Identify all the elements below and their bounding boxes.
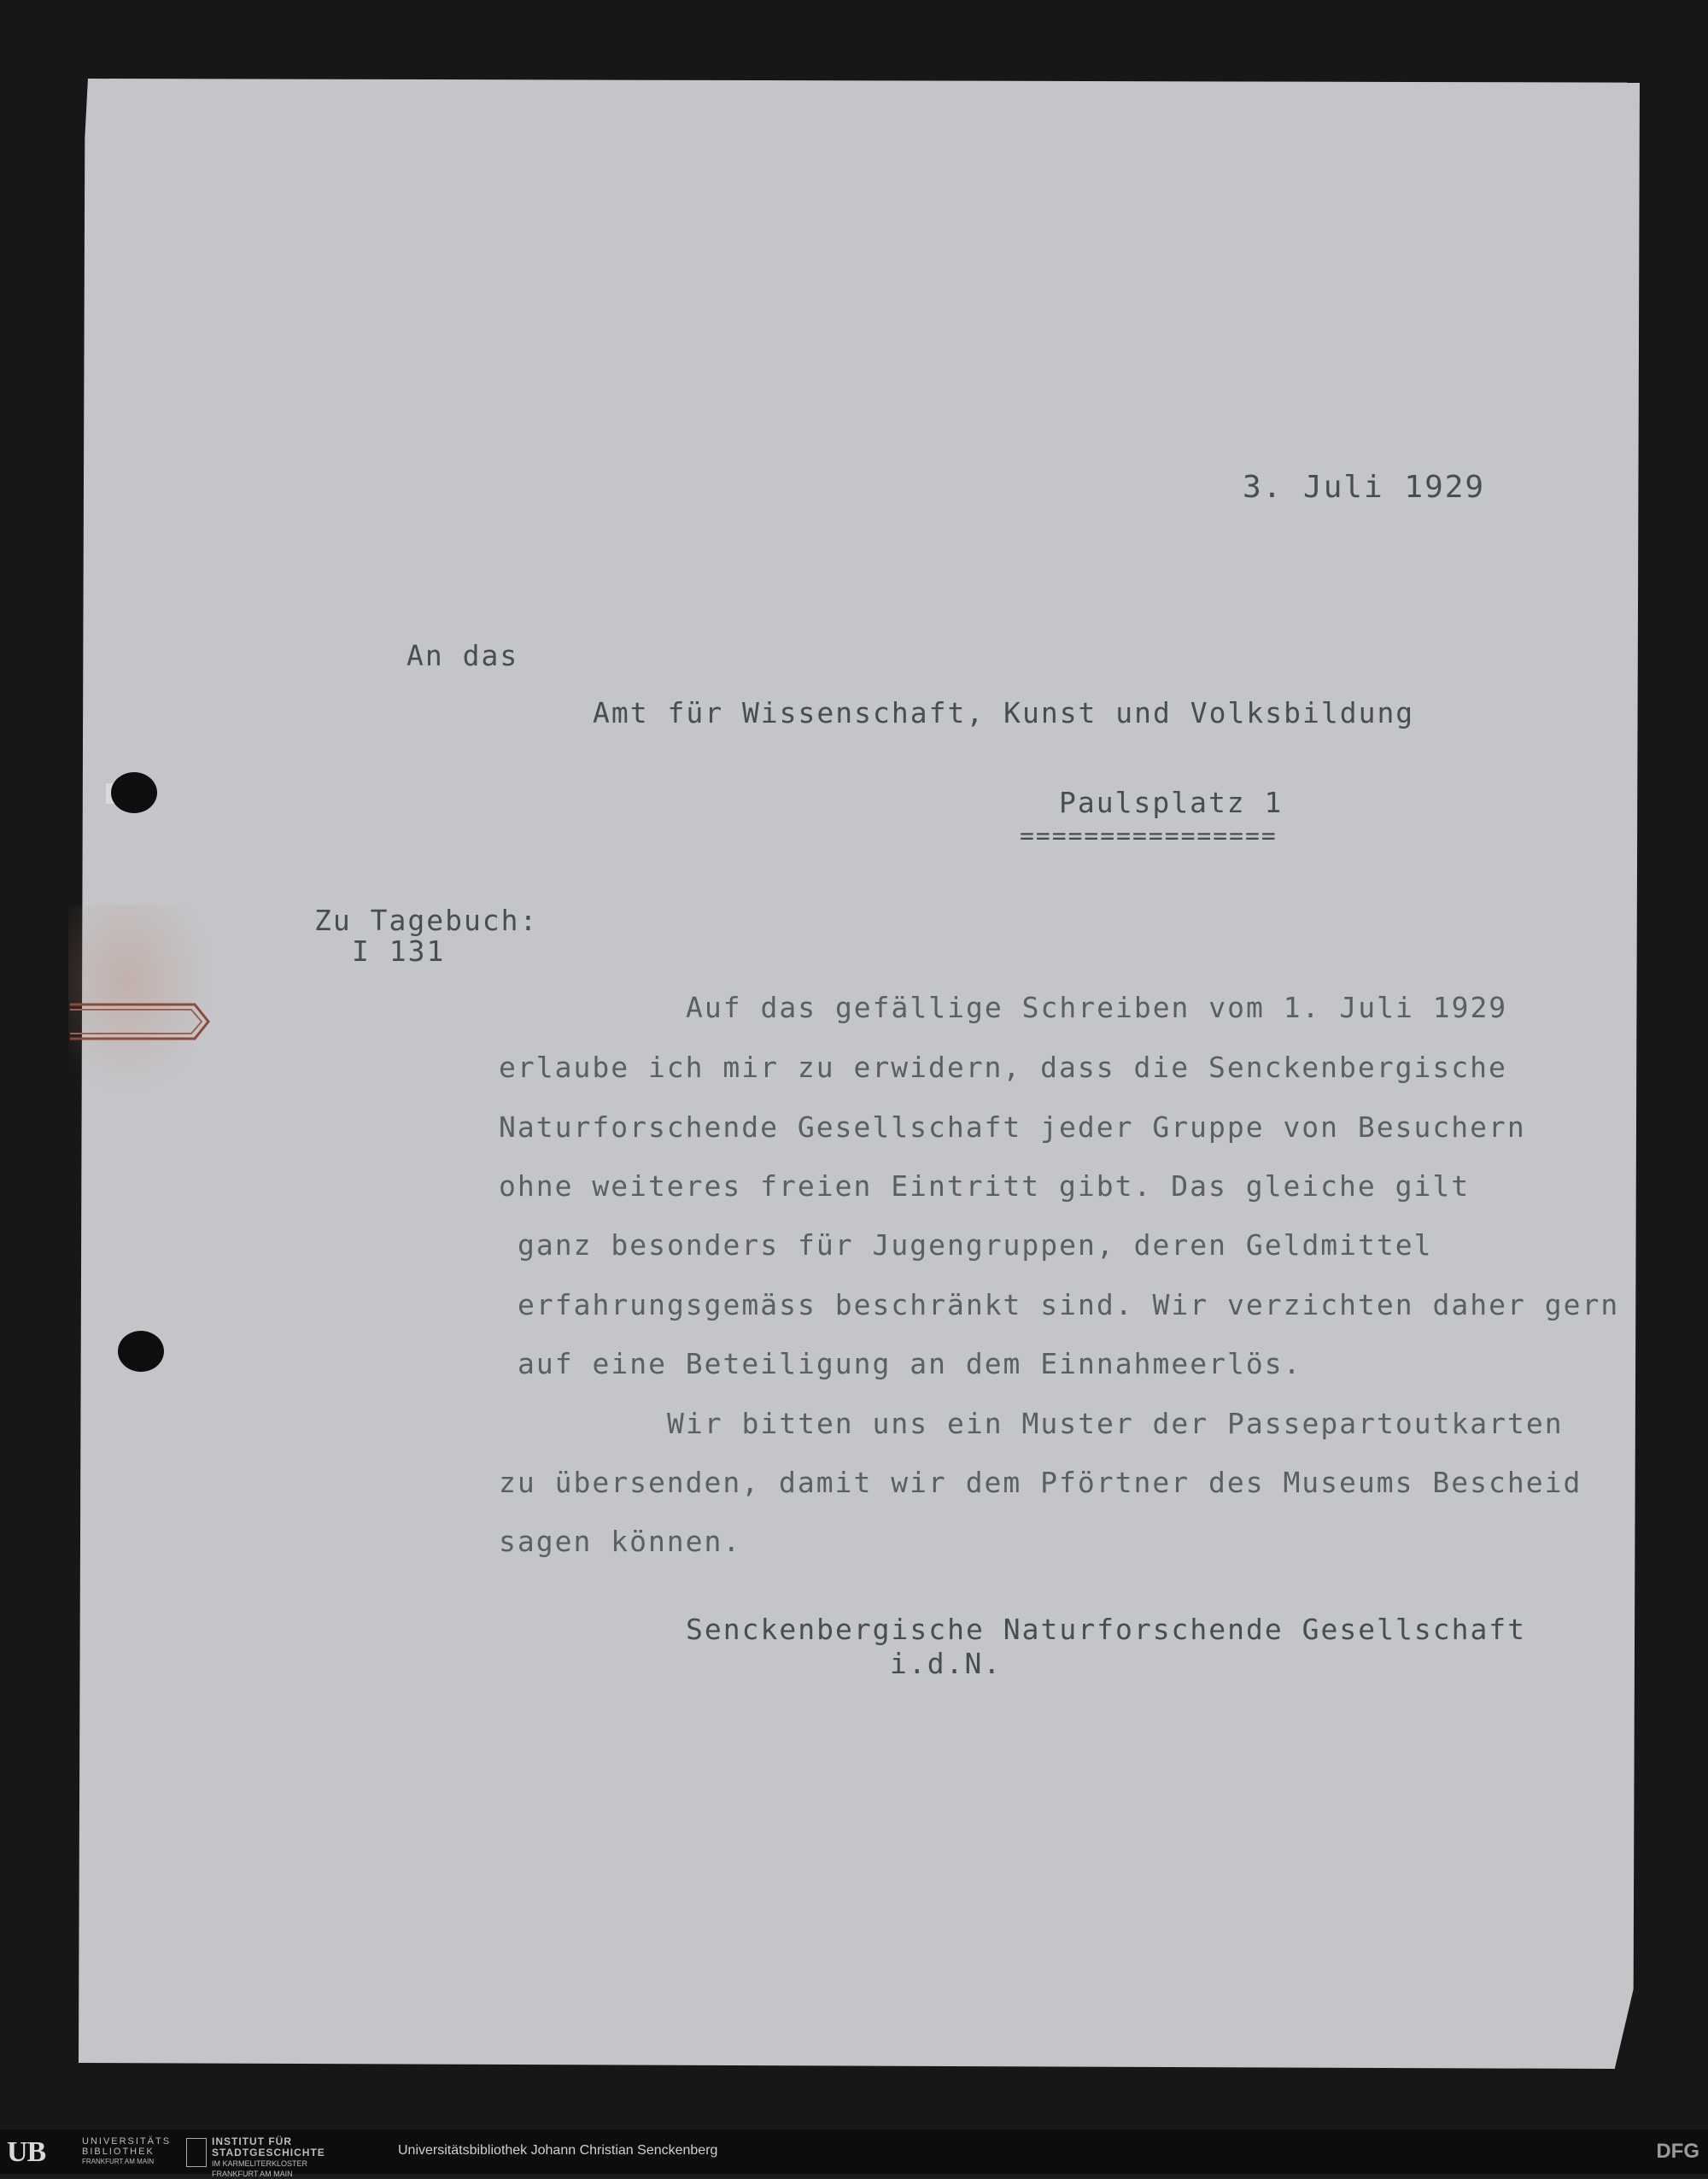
body-line: zu übersenden, damit wir dem Pförtner des Museums Bescheid <box>499 1466 1582 1499</box>
body-line: erlaube ich mir zu erwidern, dass die Senckenbergische <box>499 1051 1507 1084</box>
institute-logo-text <box>212 2136 325 2179</box>
ub-text-line: FRANKFURT AM MAIN <box>82 2158 155 2165</box>
institute-line: STADTGESCHICHTE <box>212 2147 325 2158</box>
signature-line-2: i.d.N. <box>890 1647 1003 1680</box>
recipient-address: Paulsplatz 1 <box>1059 786 1284 819</box>
reference-label: Zu Tagebuch: <box>314 904 539 937</box>
body-line: Wir bitten uns ein Muster der Passepartoutkarten <box>667 1407 1564 1440</box>
body-line: ganz besonders für Jugengruppen, deren Geldmittel <box>518 1228 1433 1262</box>
reference-number: I 131 <box>352 934 446 968</box>
recipient-line-2: Amt für Wissenschaft, Kunst und Volksbildung <box>593 696 1415 729</box>
ub-text-line: UNIVERSITÄTS <box>82 2136 172 2147</box>
dfg-logo: DFG <box>1656 2140 1699 2163</box>
ub-logo: UB <box>7 2136 46 2168</box>
signature-line-1: Senckenbergische Naturforschende Gesellschaft <box>686 1613 1527 1646</box>
address-underline: ================ <box>1020 822 1278 850</box>
ub-text-line: BIBLIOTHEK <box>82 2147 155 2157</box>
recipient-line-1: An das <box>407 639 519 672</box>
institute-line: INSTITUT FÜR <box>212 2135 292 2147</box>
letter-date: 3. Juli 1929 <box>1243 470 1486 505</box>
body-line: Naturforschende Gesellschaft jeder Gruppe von Besuchern <box>499 1110 1526 1144</box>
institute-line: IM KARMELITERKLOSTER <box>212 2159 308 2168</box>
body-line: erfahrungsgemäss beschränkt sind. Wir verzichten daher gern <box>518 1288 1620 1321</box>
punch-hole-top <box>111 772 157 813</box>
body-line: sagen können. <box>499 1525 742 1558</box>
paper-clip-mark <box>67 998 212 1046</box>
institute-icon <box>186 2138 207 2167</box>
body-line: ohne weiteres freien Eintritt gibt. Das gleiche gilt <box>499 1169 1471 1203</box>
ub-logo-text <box>82 2136 171 2167</box>
institute-line: FRANKFURT AM MAIN <box>212 2170 293 2178</box>
library-name: Universitätsbibliothek Johann Christian Senckenberg <box>398 2143 718 2158</box>
body-line: Auf das gefällige Schreiben vom 1. Juli 1929 <box>686 991 1508 1024</box>
footer-bar <box>0 2129 1708 2178</box>
body-line: auf eine Beteiligung an dem Einnahmeerlös. <box>518 1347 1302 1380</box>
punch-hole-bottom <box>118 1331 164 1372</box>
